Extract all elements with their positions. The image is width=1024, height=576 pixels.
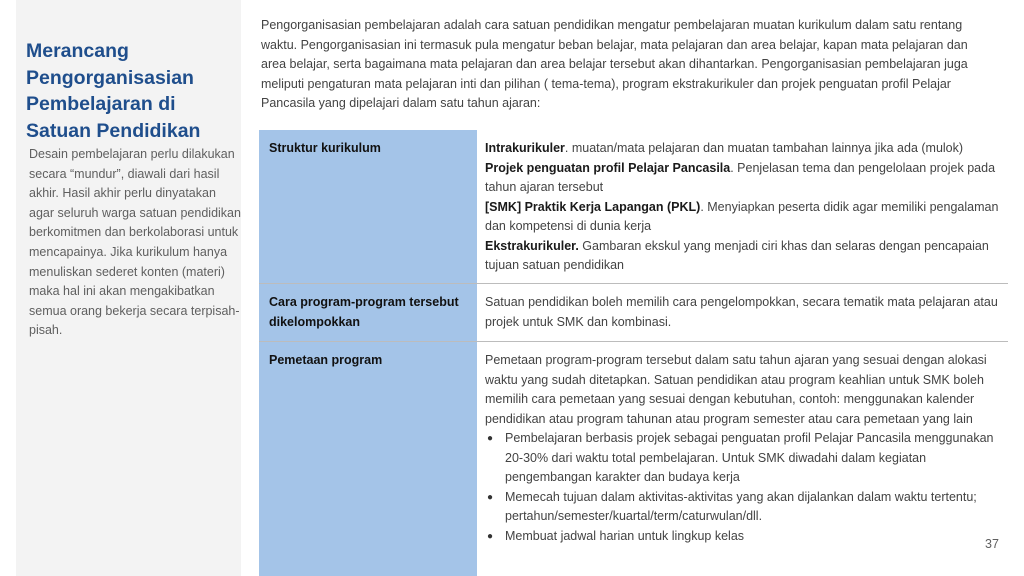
row-content-pemetaan [477,342,1008,576]
struktur-item: [SMK] Praktik Kerja Lapangan (PKL). Menyiapkan peserta didik agar memiliki pengalaman dan kompetensi di dunia kerja [485,199,999,233]
list-item: ● Memecah tujuan dalam aktivitas-aktivitas yang akan dijalankan dalam waktu tertentu; pertahun/semester/kuartal/term/caturwulan/dll. [485,488,1000,527]
table-row [259,130,1008,284]
slide-title: Merancang Pengorganisasian Pembelajaran di Satuan Pendidikan [26,40,201,142]
row-label-pemetaan: Pemetaan program [259,342,477,576]
row-label-cara: Cara program-program tersebut dikelompokkan [259,284,477,342]
page-number: 37 [985,537,999,551]
struktur-item: Intrakurikuler. muatan/mata pelajaran dan muatan tambahan lainnya jika ada (mulok) [485,141,964,155]
organization-table [259,130,1008,576]
struktur-item: Ekstrakurikuler. Gambaran ekskul yang menjadi ciri khas dan selaras dengan pencapaian tujuan satuan pendidikan [485,238,989,272]
table-row [259,342,1008,576]
pemetaan-bullets [485,429,1000,546]
sidebar-description: Desain pembelajaran perlu dilakukan secara “mundur”, diawali dari hasil akhir. Hasil akhir perlu dinyatakan agar seluruh warga satuan pendidikan berkomitmen dan berkolaborasi untuk mencapainya. Jika kurikulum hanya menuliskan sederet konten (materi) maka hal ini akan mengakibatkan semua orang bekerja secara terpisah-pisah. [29,147,241,338]
intro-paragraph: Pengorganisasian pembelajaran adalah cara satuan pendidikan mengatur pembelajaran muatan kurikulum dalam satu rentang waktu. Pengorganisasian ini termasuk pula mengatur beban belajar, mata pelajaran dan area belajar, kapan mata pelajaran dan area belajar, serta bagaimana mata pelajaran dan area belajar tersebut akan dihantarkan. Pengorganisasian pembelajaran juga meliputi pengaturan mata pelajaran inti dan pilihan ( tema-tema), program ekstrakurikuler dan projek penguatan profil Pelajar Pancasila yang dipelajari dalam satu tahun ajaran: [261,18,968,110]
struktur-item: Projek penguatan profil Pelajar Pancasila. Penjelasan tema dan pengelolaan projek pada tahun ajaran tersebut [485,160,996,194]
pemetaan-text: Pemetaan program-program tersebut dalam satu tahun ajaran yang sesuai dengan alokasi waktu yang sudah ditetapkan. Satuan pendidikan atau program keahlian untuk SMK boleh memilih cara pemetaan yang sesuai dengan kebutuhan, contoh: menggunakan kalender pendidikan atau program tahunan atau program semester atau cara pemetaan yang lain [485,353,987,426]
sidebar-panel [16,0,241,576]
row-content-cara: Satuan pendidikan boleh memilih cara pengelompokkan, secara tematik mata pelajaran atau projek untuk SMK dan kombinasi. [477,284,1008,342]
row-label-struktur: Struktur kurikulum [259,130,477,284]
row-content-struktur [477,130,1008,284]
list-item: ● Pembelajaran berbasis projek sebagai penguatan profil Pelajar Pancasila menggunakan 20-30% dari waktu total pembelajaran. Untuk SMK diwadahi dalam kegiatan pengembangan karakter dan budaya kerja [485,429,1000,488]
list-item: ● Membuat jadwal harian untuk lingkup kelas [485,527,1000,547]
table-row [259,284,1008,342]
